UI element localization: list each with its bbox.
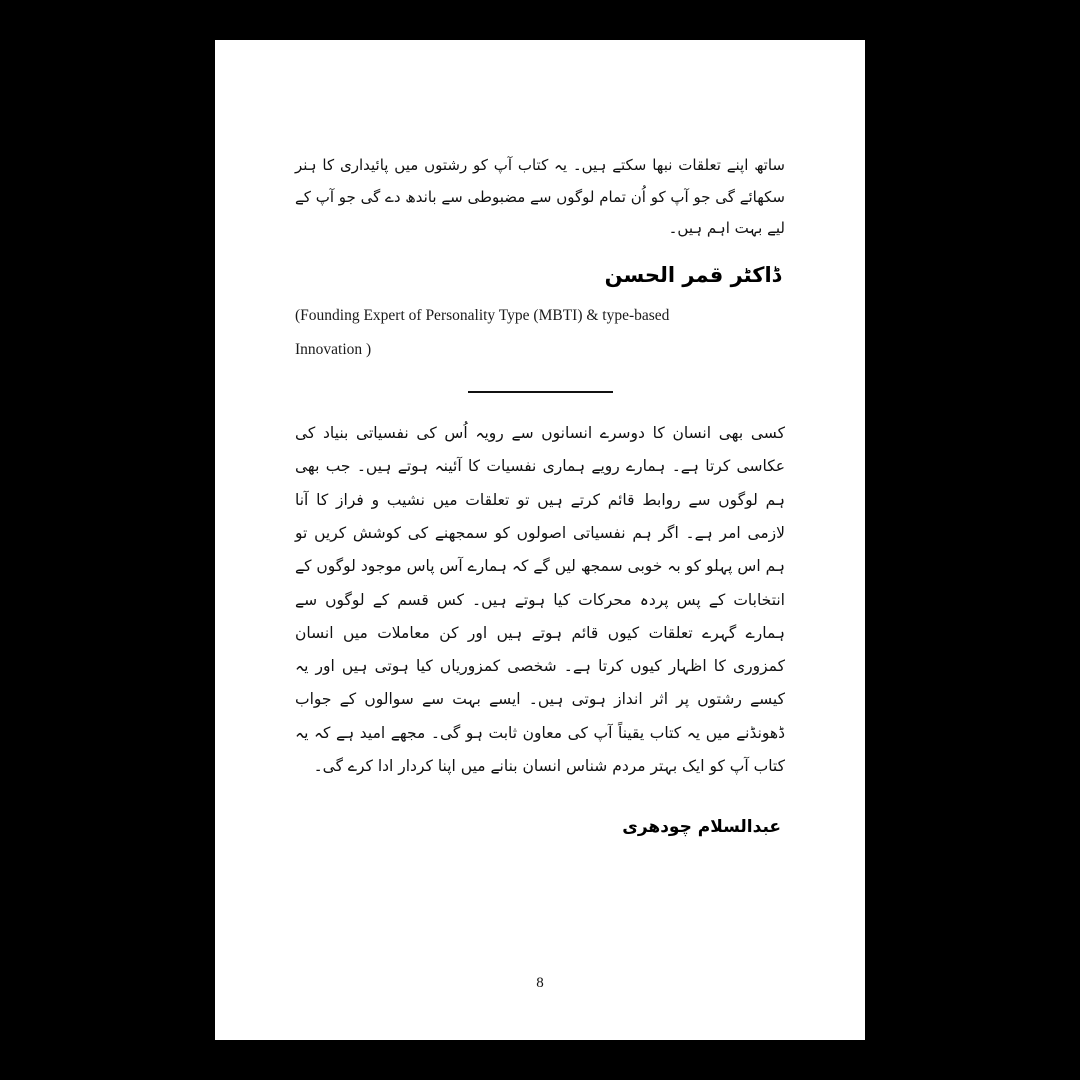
author-signature: عبدالسلام چودھری (622, 817, 781, 838)
book-page (215, 40, 865, 1040)
endorser-credential-line-1: (Founding Expert of Personality Type (MBTI) & type-based (295, 306, 670, 324)
divider-rule (468, 391, 613, 393)
endorser-name: ڈاکٹر قمر الحسن (604, 262, 781, 287)
endorser-credential-line-2: Innovation ) (295, 340, 372, 358)
top-paragraph: ساتھ اپنے تعلقات نبھا سکتے ہیں۔ یہ کتاب آپ کو رشتوں میں پائیداری کا ہنر سکھائے گی جو آپ کو اُن تمام لوگوں سے مضبوطی سے باندھ دے گی جو آپ کے لیے بہت اہم ہیں۔ (295, 156, 785, 237)
page-number: 8 (536, 975, 544, 991)
section-divider (295, 391, 785, 393)
main-paragraph: کسی بھی انسان کا دوسرے انسانوں سے رویہ اُس کی نفسیاتی بنیاد کی عکاسی کرتا ہے۔ ہمارے رویے ہماری نفسیات کا آئینہ ہوتے ہیں۔ جب بھی ہم لوگوں سے روابط قائم کرتے ہیں تو تعلقات میں نشیب و فراز کا آنا لازمی امر ہے۔ اگر ہم نفسیاتی اصولوں کو سمجھنے کی کوشش کریں تو ہم اس پہلو کو بہ خوبی سمجھ لیں گے کہ ہمارے آس پاس موجود لوگوں کے انتخابات کے پس پردہ محرکات کیا ہوتے ہیں۔ کس قسم کے لوگوں سے ہمارے گہرے تعلقات کیوں قائم ہوتے ہیں اور کن معاملات میں انسان کمزوری کا اظہار کیوں کرتا ہے۔ شخصی کمزوریاں کیا ہوتی ہیں اور یہ کیسے رشتوں پر اثر انداز ہوتی ہیں۔ ایسے بہت سے سوالوں کے جواب ڈھونڈنے میں یہ کتاب یقیناً آپ کی معاون ثابت ہو گی۔ مجھے امید ہے کہ یہ کتاب آپ کو ایک بہتر مردم شناس انسان بنانے میں اپنا کردار ادا کرے گی۔ (295, 423, 785, 776)
